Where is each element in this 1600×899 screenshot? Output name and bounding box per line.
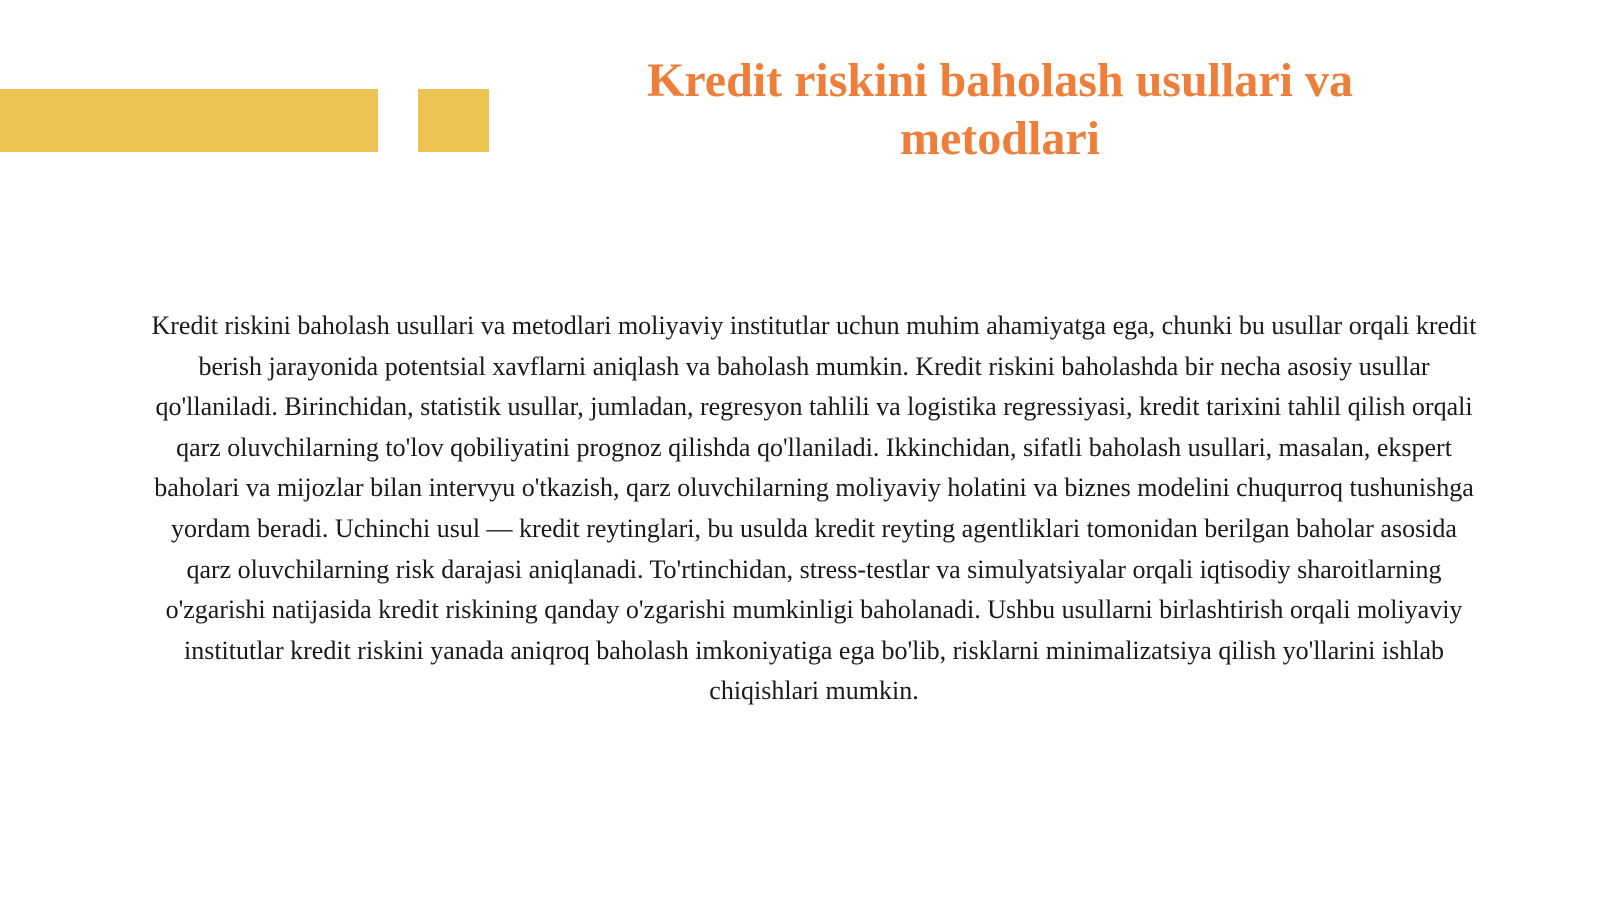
slide-body-text: Kredit riskini baholash usullari va metodlari moliyaviy institutlar uchun muhim ahamiyatga ega, chunki bu usullar orqali kredit berish jarayonida potentsial xavflarni aniqlash va baholash mumkin. Kredit riskini baholashda bir necha asosiy usullar qo'llaniladi. Birinchidan, statistik usullar, jumladan, regresyon tahlili va logistika regressiyasi, kredit tarixini tahlil qilish orqali qarz oluvchilarning to'lov qobiliyatini prognoz qilishda qo'llaniladi. Ikkinchidan, sifatli baholash usullari, masalan, ekspert baholari va mijozlar bilan intervyu o'tkazish, qarz oluvchilarning moliyaviy holatini va biznes modelini chuqurroq tushunishga yordam beradi. Uchinchi usul — kredit reytinglari, bu usulda kredit reyting agentliklari tomonidan berilgan baholar asosida qarz oluvchilarning risk darajasi aniqlanadi. To'rtinchidan, stress-testlar va simulyatsiyalar orqali iqtisodiy sharoitlarning o'zgarishi natijasida kredit riskining qanday o'zgarishi mumkinligi baholanadi. Ushbu usullarni birlashtirish orqali moliyaviy institutlar kredit riskini yanada aniqroq baholash imkoniyatiga ega bo'lib, risklarni minimalizatsiya qilish yo'llarini ishlab chiqishlari mumkin.: [151, 311, 1477, 706]
decorative-bar-long: [0, 89, 378, 152]
decorative-bar-short: [418, 89, 489, 152]
slide-title: Kredit riskini baholash usullari va metodlari: [647, 54, 1353, 165]
